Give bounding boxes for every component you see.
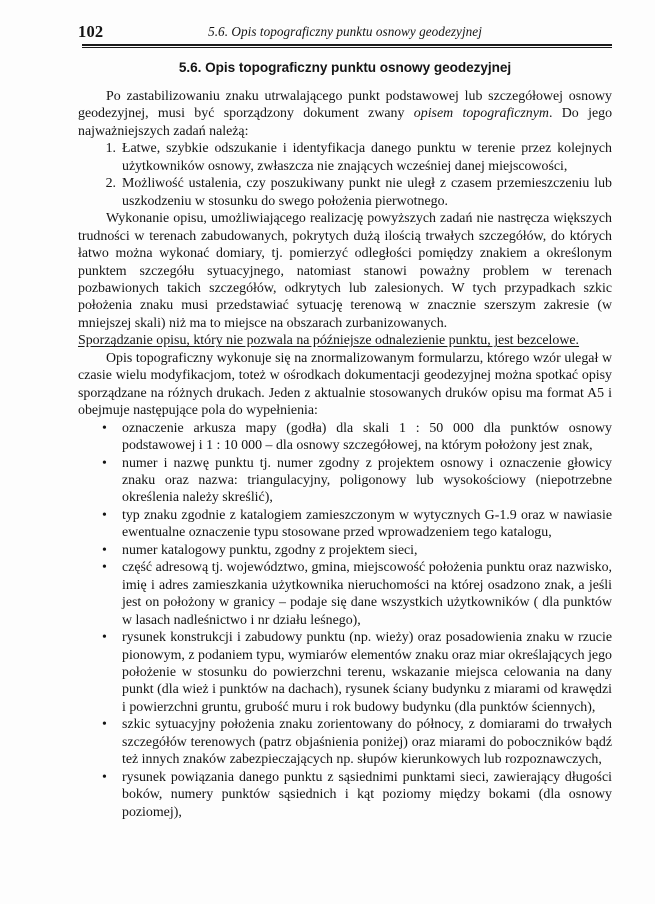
list-item-text: numer katalogowy punktu, zgodny z projektem sieci, bbox=[122, 542, 418, 558]
header-divider-rule bbox=[82, 44, 612, 48]
list-item bbox=[78, 420, 612, 455]
list-item-marker: 1. bbox=[105, 141, 116, 157]
list-item bbox=[78, 559, 612, 629]
numbered-list bbox=[78, 140, 612, 210]
list-item bbox=[78, 769, 612, 821]
paragraph-underlined-note: Sporządzanie opisu, który nie pozwala na późniejsze odnalezienie punktu, jest bezcelowe. bbox=[78, 333, 580, 349]
bullet-icon: • bbox=[102, 717, 107, 733]
list-item bbox=[78, 175, 612, 210]
list-item-marker: 2. bbox=[105, 176, 116, 192]
list-item bbox=[78, 716, 612, 768]
paragraph-intro-part-b: . Do jego najważniejszych zadań należą: bbox=[78, 106, 613, 139]
list-item-text: szkic sytuacyjny położenia znaku zorientowany do północy, z domiarami do trwałych szczegółów terenowych (patrz objaśnienia poniżej) oraz miarami do pobocznikόw bądź też innych znaków zabezpieczających np. słupów kierunkowych lub rozpoznawczych, bbox=[122, 717, 612, 768]
list-item bbox=[78, 507, 612, 542]
bullet-icon: • bbox=[102, 420, 107, 436]
list-item bbox=[78, 140, 612, 175]
list-item bbox=[78, 455, 612, 507]
paragraph-wykonanie-opisu: Wykonanie opisu, umożliwiającego realizację powyższych zadań nie nastręcza większych trudności w terenach zabudowanych, pokrytych dużą ilością trwałych szczegółów, do których łatwo można wykonać domiary, tj. pomierzyć odległości pomiędzy znakiem a określonym punktem szczegółu sytuacyjnego, natomiast stanowi poważny problem w terenach pozbawionych takich szczegółów, odkrytych lub zalesionych. W tych przypadkach szkic położenia znaku musi przedstawiać sytuację terenową w znacznie szerszym zakresie (w mniejszej skali) niż ma to miejsce na obszarach zurbanizowanych. bbox=[78, 211, 612, 331]
list-item-text: rysunek powiązania danego punktu z sąsiednimi punktami sieci, zawierający długości boków, numery punktów sąsiednich i kąt poziomy między bokami (dla osnowy poziomej), bbox=[122, 769, 612, 820]
bullet-icon: • bbox=[102, 542, 107, 558]
list-item bbox=[78, 629, 612, 716]
paragraph-formularz: Opis topograficzny wykonuje się na znormalizowanym formularzu, którego wzór ulegał w czasie wielu modyfikacjom, toteż w ośrodkach dokumentacji geodezyjnej można spotkać opisy sporządzane na różnych drukach. Jeden z aktualnie stosowanych druków opisu ma format A5 i obejmuje następujące pola do wypełnienia: bbox=[78, 350, 612, 419]
bullet-icon: • bbox=[102, 560, 107, 576]
list-item-text: oznaczenie arkusza mapy (godła) dla skali 1 : 50 000 dla punktów osnowy podstawowej i 1 : 10 000 – dla osnowy szczegółowej, na którym położony jest znak, bbox=[122, 420, 612, 454]
bullet-icon: • bbox=[102, 455, 107, 471]
list-item-text: Łatwe, szybkie odszukanie i identyfikacja danego punktu w terenie przez kolejnych użytkowników osnowy, zwłaszcza nie znających wcześniej danej miejscowości, bbox=[122, 141, 612, 174]
bullet-list bbox=[78, 420, 612, 821]
bullet-icon: • bbox=[102, 507, 107, 523]
list-item-text: typ znaku zgodnie z katalogiem zamieszczonym w wytycznych G-1.9 oraz w nawiasie ewentualne oznaczenie typu stosowane przed wprowadzeniem tego katalogu, bbox=[122, 507, 612, 541]
running-header-title: 5.6. Opis topograficzny punktu osnowy geodezyjnej bbox=[208, 24, 482, 39]
bullet-icon: • bbox=[102, 769, 107, 785]
list-item-text: rysunek konstrukcji i zabudowy punktu (np. wieży) oraz posadowienia znaku w rzucie pionowym, z podaniem typu, wymiarów elementów znaku oraz miar określających jego położenie w stosunku do powierzchni terenu, wskazanie miejsca celowania na dany punkt (dla wież i punktów na dachach), rysunek ściany budynku z miarami od krawędzi i powierzchni gruntu, grubość muru i rok budowy budynku (dla punktów ściennych), bbox=[122, 630, 612, 715]
paragraph-intro-part-a: Po zastabilizowaniu znaku utrwalającego punkt podstawowej lub szczegółowej osnowy geodezyjnej, musi być sporządzony dokument zwany bbox=[78, 89, 612, 122]
list-item-text: numer i nazwę punktu tj. numer zgodny z projektem osnowy i oznaczenie głowicy znaku oraz nazwa: triangulacyjny, poligonowy lub wysokościowy (niepotrzebne określenia należy skreślić), bbox=[122, 455, 612, 506]
list-item-text: Możliwość ustalenia, czy poszukiwany punkt nie uległ z czasem przemieszczeniu lub uszkodzeniu w stosunku do swego położenia pierwotnego. bbox=[122, 176, 612, 209]
section-heading: 5.6. Opis topograficzny punktu osnowy geodezyjnej bbox=[178, 60, 512, 75]
list-item-text: część adresową tj. województwo, gmina, miejscowość położenia punktu oraz nazwisko, imię i adres zamieszkania użytkownika nieruchomości na której osadzono znak, a jeśli jest on położony w granicy – podaje się dane wszystkich użytkowników ( dla punktów w lasach nadleśnictwo i nr działu leśnego), bbox=[122, 560, 612, 628]
body-column bbox=[78, 88, 612, 821]
term-opisem-topograficznym: opisem topograficznym bbox=[413, 106, 549, 122]
page-number: 102 bbox=[78, 22, 104, 41]
bullet-icon: • bbox=[102, 630, 107, 646]
paragraph-intro bbox=[78, 88, 612, 140]
list-item bbox=[78, 542, 612, 559]
